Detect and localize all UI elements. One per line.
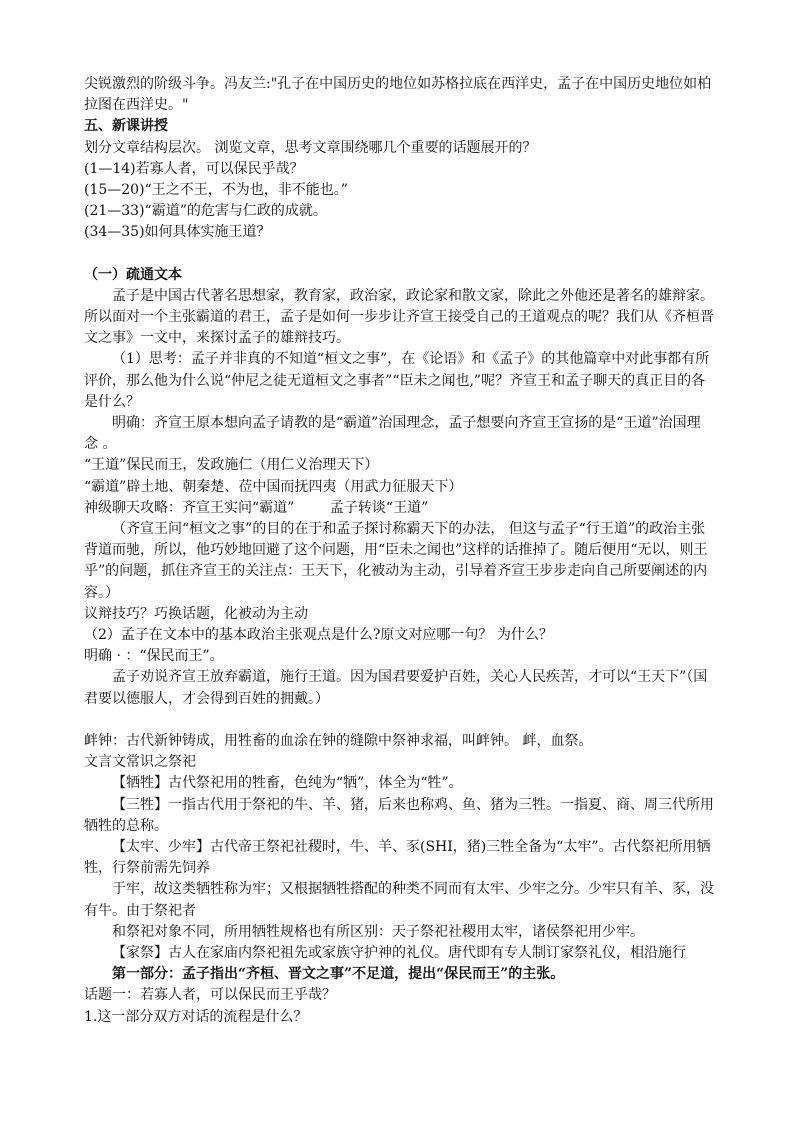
blank-line	[84, 244, 714, 265]
section-heading-new-lesson: 五、新课讲授	[84, 118, 168, 135]
note-sansheng: 【三牲】一指古代用于祭祀的牛、羊、猪，后来也称鸡、鱼、猪为三牲。一指夏、商、周三代所用牺牲的总称。	[84, 796, 714, 834]
explanation-paragraph: （齐宣王问“桓文之事”的目的在于和孟子探讨称霸天下的办法， 但这与孟子“行王道”的政治主张背道而驰，所以，他巧妙地回避了这个问题，用“臣未之闻也”这样的话推掉了。随后便用“无以，则王乎”的问题，抓住齐宣王的关注点：王天下，化被动为主动，引导着齐宣王步步走向自己所要阐述的内容。）	[84, 521, 708, 601]
paragraph-mencius-intro: 孟子是中国古代著名思想家，教育家，政治家，政论家和散文家，除此之外他还是著名的雄辩家。所以面对一个主张霸道的君王，孟子是如何一步步让齐宣王接受自己的王道观点的呢？我们从《齐桓晋文之事》一文中，来探讨孟子的雄辩技巧。	[84, 287, 714, 347]
answer-1: 明确：齐宣王原本想向孟子请教的是“霸道”治国理念，孟子想要向齐宣王宣扬的是“王道”治国理念 。	[84, 415, 701, 453]
part-one-heading: 第一部分：孟子指出“齐桓、晋文之事”不足道，提出“保民而王”的主张。	[112, 966, 565, 983]
note-tailao-shaolao: 【太牢、少牢】古代帝王祭祀社稷时，牛、羊、豕(SHI，猪)三牲全备为“太牢”。古代祭祀所用牺牲，行祭前需先饲养	[84, 838, 711, 877]
note-xin-zhong: 衅钟：古代新钟铸成，用牲畜的血涂在钟的缝隙中祭神求福，叫衅钟。 衅，血祭。	[84, 732, 593, 749]
question-1: （1）思考：孟子并非真的不知道“桓文之事”，在《论语》和《孟子》的其他篇章中对此事都有所评价，那么他为什么说“仲尼之徒无道桓文之事者”“臣未之闻也,”呢？齐宣王和孟子聊天的真正目的各是什么？	[84, 351, 710, 410]
structure-item-4: (34—35)如何具体实施王道？	[84, 224, 271, 241]
paragraph-persuasion: 孟子劝说齐宣王放弃霸道，施行王道。因为国君要爱护百姓，关心人民疾苦，才可以“王天下”（国君要以德服人，才会得到百姓的拥戴。）	[84, 669, 708, 707]
topic-one: 话题一：若寡人者，可以保民而王乎哉？	[84, 987, 336, 1004]
note-tailao-continued: 于牢，故这类牺牲称为牢；又根据牺牲搭配的种类不同而有太牢、少牢之分。少牢只有羊、豕，没有牛。由于祭祀者	[84, 881, 714, 919]
question-dialogue-flow: 1.这一部分双方对话的流程是什么？	[84, 1008, 308, 1025]
answer-2: 明确 · ：“保民而王”。	[84, 648, 224, 665]
structure-item-2: (15—20)“王之不王，不为也，非不能也。”	[84, 182, 348, 199]
note-jiaji: 【家祭】古人在家庙内祭祀祖先或家族守护神的礼仪。唐代即有专人制订家祭礼仪，相沿施行	[112, 944, 686, 961]
kingly-way-line: “王道”保民而王，发政施仁（用仁义治理天下）	[84, 457, 379, 474]
paragraph-feng-youlan-quote: 尖锐激烈的阶级斗争。冯友兰:"孔子在中国历史的地位如苏格拉底在西洋史，孟子在中国历史地位如柏拉图在西洋史。"	[84, 76, 712, 114]
subsection-heading-text: （一）疏通文本	[84, 266, 182, 283]
document-page	[84, 74, 714, 1028]
structure-item-1: (1—14)若寡人者，可以保民乎哉？	[84, 160, 304, 177]
chat-strategy-line: 神级聊天攻略：齐宣王实问“霸道” 孟子转谈“王道”	[84, 499, 429, 516]
note-xisheng: 【牺牲】古代祭祀用的牲畜，色纯为“牺”，体全为“牲”。	[112, 775, 463, 792]
debate-technique-line: 议辩技巧？巧换话题，化被动为主动	[84, 605, 308, 622]
structure-item-3: (21—33)“霸道”的危害与仁政的成就。	[84, 203, 327, 220]
structure-instruction: 划分文章结构层次。 浏览文章，思考文章围绕哪几个重要的话题展开的？	[84, 139, 537, 156]
note-tailao-end: 和祭祀对象不同，所用牺牲规格也有所区别：天子祭祀社稷用太牢，诸侯祭祀用少牢。	[112, 923, 644, 940]
hegemony-way-line: “霸道”辟土地、朝秦楚、莅中国而抚四夷（用武力征服天下）	[84, 478, 463, 495]
blank-line	[84, 710, 714, 731]
note-heading-sacrifice: 文言文常识之祭祀	[84, 754, 196, 771]
question-2: （2）孟子在文本中的基本政治主张观点是什么?原文对应哪一句？ 为什么？	[84, 627, 553, 644]
